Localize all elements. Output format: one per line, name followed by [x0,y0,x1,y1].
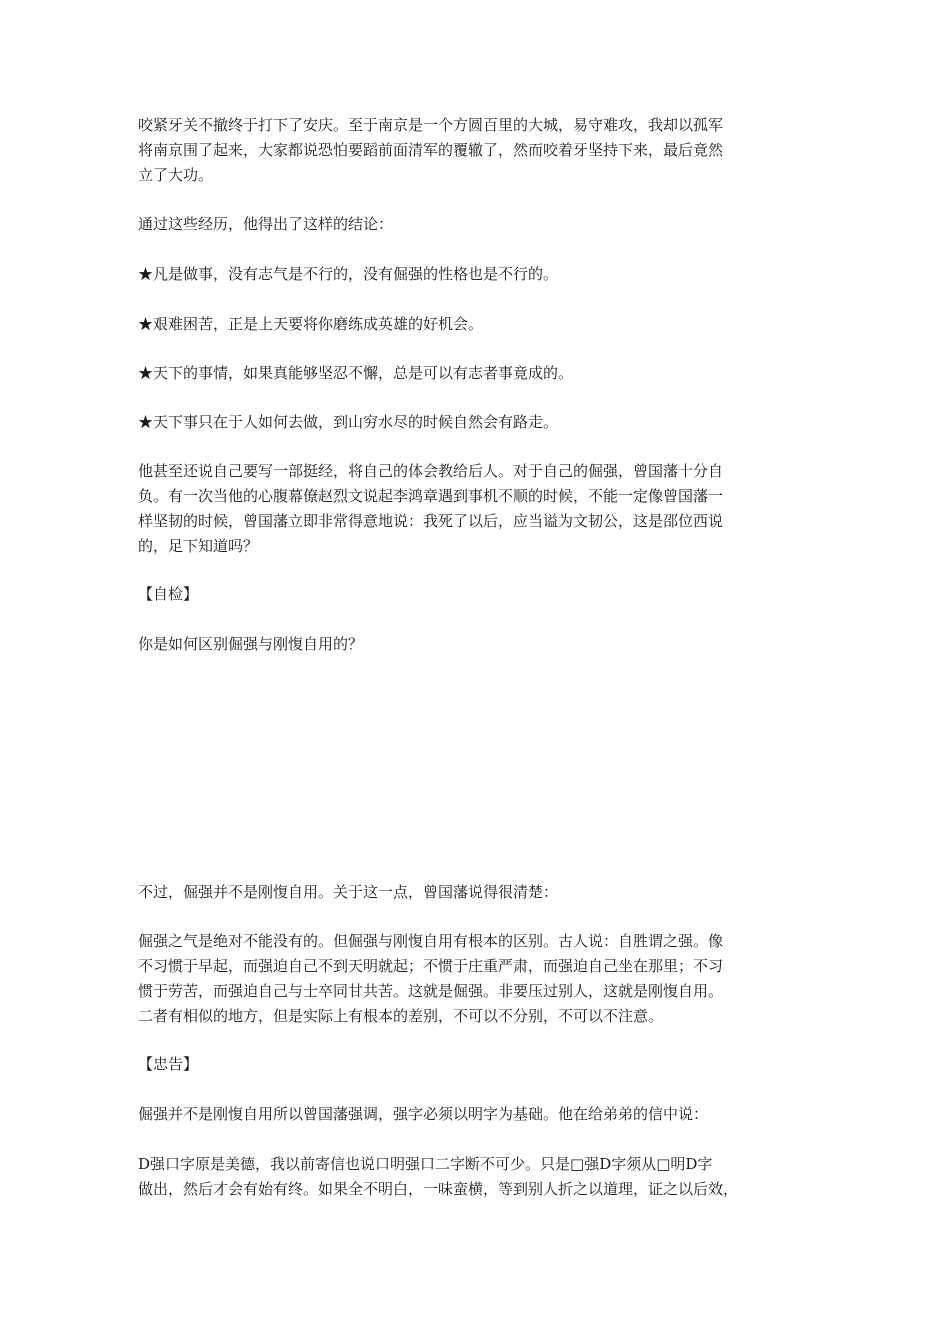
text-line: 样坚韧的时候，曾国藩立即非常得意地说：我死了以后，应当谥为文韧公，这是邵位西说 [138,512,724,530]
paragraph-anqing-nanjing [138,113,838,188]
text-line: 他甚至还说自己要写一部挺经，将自己的体会教给后人。对于自己的倔强，曾国藩十分自 [138,462,724,480]
paragraph-advice [138,1102,838,1127]
text-line: 不过，倔强并不是刚愎自用。关于这一点，曾国藩说得很清楚： [138,883,559,901]
text-line: 二者有相似的地方，但是实际上有根本的差别，不可以不分别，不可以不注意。 [138,1007,664,1025]
paragraph-not-stubborn [138,880,838,905]
text-line: 惯于劳苦，而强迫自己与士卒同甘共苦。这就是倔强。非要压过别人，这就是刚愎自用。 [138,982,724,1000]
self-check-question [138,632,838,657]
text-line: 做出，然后才会有始有终。如果全不明白，一味蛮横，等到别人折之以道理，证之以后效， [138,1180,739,1198]
text-line: ★天下事只在于人如何去做，到山穷水尽的时候自然会有路走。 [138,413,559,431]
section-heading-advice [138,1052,838,1077]
text-line: 不习惯于早起，而强迫自己不到天明就起；不惯于庄重严肃，而强迫自己坐在那里；不习 [138,957,724,975]
text-line: 倔强并不是刚愎自用所以曾国藩强调，强字必须以明字为基础。他在给弟弟的信中说： [138,1105,709,1123]
text-line: 负。有一次当他的心腹幕僚赵烈文说起李鸿章遇到事机不顺的时候，不能一定像曾国藩一 [138,487,724,505]
text-line: 你是如何区别倔强与刚愎自用的？ [138,635,364,653]
text-line: 咬紧牙关不撤终于打下了安庆。至于南京是一个方圆百里的大城，易守难攻，我却以孤军 [138,116,724,134]
bullet-point-3 [138,361,838,386]
paragraph-tingjing [138,459,838,559]
text-line: 通过这些经历，他得出了这样的结论： [138,215,394,233]
text-line: ★凡是做事，没有志气是不行的，没有倔强的性格也是不行的。 [138,265,559,283]
section-heading-self-check [138,582,838,607]
text-line: 立了大功。 [138,166,214,184]
text-line: ★艰难困苦，正是上天要将你磨练成英雄的好机会。 [138,315,484,333]
text-line: 倔强之气是绝对不能没有的。但倔强与刚愎自用有根本的区别。古人说：自胜谓之强。像 [138,932,724,950]
paragraph-conclusion-intro [138,212,838,237]
bullet-point-4 [138,410,838,435]
text-line: ★天下的事情，如果真能够坚忍不懈，总是可以有志者事竟成的。 [138,364,574,382]
text-line: 将南京围了起来，大家都说恐怕要蹈前面清军的覆辙了，然而咬着牙坚持下来，最后竟然 [138,141,724,159]
paragraph-letter-quote [138,1152,838,1202]
text-line: D强口字原是美德，我以前寄信也说口明强口二字断不可少。只是□强D字须从□明D字 [138,1155,713,1173]
bullet-point-2 [138,312,838,337]
text-line: 的，足下知道吗？ [138,537,259,555]
bullet-point-1 [138,262,838,287]
paragraph-difference [138,929,838,1029]
text-line: 【自检】 [138,585,199,603]
text-line: 【忠告】 [138,1055,199,1073]
